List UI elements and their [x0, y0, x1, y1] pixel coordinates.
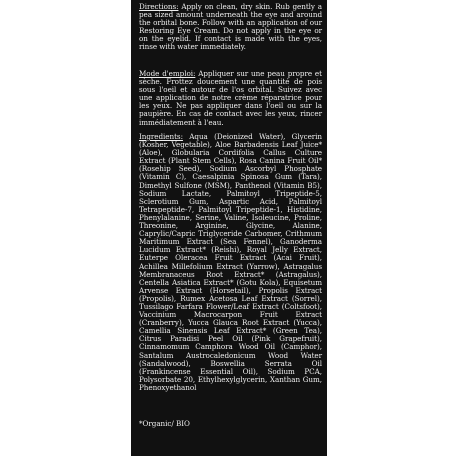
product-label-panel: [131, 0, 327, 456]
ingredients-body: Aqua (Deionized Water), Glycerin (Kosher, Vegetable), Aloe Barbadensis Leaf Juice* (Aloe), Globularia Cordifolia Callus Culture Extract (Plant Stem Cells), Rosa Canina Fruit Oil* (Rosehip Seed), Sodium Ascorbyl Phosphate (Vitamin C), Caesalpinia Spinosa Gum (Tara), Dimethyl Sulfone (MSM), Panthenol (Vitamin B5), Sodium Lactate, Palmitoyl Tripeptide-5, Sclerotium Gum, Aspartic Acid, Palmitoyl Tetrapeptide-7, Palmitoyl Tripeptide-1, Histidine, Phenylalanine, Serine, Valine, Isoleucine, Proline, Threonine, Arginine, Glycine, Alanine, Caprylic/Capric Triglyceride Carbomer, Crithmum Maritimum Extract (Sea Fennel), Ganoderma Lucidum Extract* (Reishi), Royal Jelly Extract, Euterpe Oleracea Fruit Extract (Acai Fruit), Achillea Millefolium Extract (Yarrow), Astragalus Membranaceus Root Extract* (Astragalus), Centella Asiatica Extract* (Gotu Kola), Equisetum Arvense Extract (Horsetail), Propolis Extract (Propolis), Rumex Acetosa Leaf Extract (Sorrel), Tussilago Farfara Flower/Leaf Extract (Coltsfoot), Vaccinium Macrocarpon Fruit Extract (Cranberry), Yucca Glauca Root Extract (Yucca), Camellia Sinensis Leaf Extract* (Green Tea), Citrus Paradisi Peel Oil (Pink Grapefruit), Cinnamomum Camphora Wood Oil (Camphor), Santalum Austrocaledonicum Wood Water (Sandalwood), Boswellia Serrata Oil (Frankincense Essential Oil), Sodium PCA, Polysorbate 20, Ethylhexylglycerin, Xanthan Gum, Phenoxyethanol: [139, 132, 322, 392]
ingredients-section: [139, 133, 322, 392]
organic-footnote: *Organic/ BIO: [139, 419, 190, 428]
directions-body: Apply on clean, dry skin. Rub gently a pea sized amount underneath the eye and around the orbital bone. Follow with an application of our Restoring Eye Cream. Do not apply in the eye or on the eyelid. If contact is made with the eyes, rinse with water immediately.: [139, 2, 322, 52]
mode-emploi-heading: Mode d'emploi:: [139, 69, 196, 78]
ingredients-heading: Ingredients:: [139, 132, 183, 141]
directions-heading: Directions:: [139, 2, 179, 11]
mode-emploi-section: [139, 70, 322, 127]
mode-emploi-body: Appliquer sur une peau propre et sèche. Frottez doucement une quantité de pois sous l'oeil et autour de l'os orbital. Suivez avec une application de notre crème réparatrice pour les yeux. Ne pas appliquer dans l'oeil ou sur la paupière. En cas de contact avec les yeux, rincer immédiatement à l'eau.: [139, 69, 322, 127]
directions-section: [139, 3, 322, 52]
